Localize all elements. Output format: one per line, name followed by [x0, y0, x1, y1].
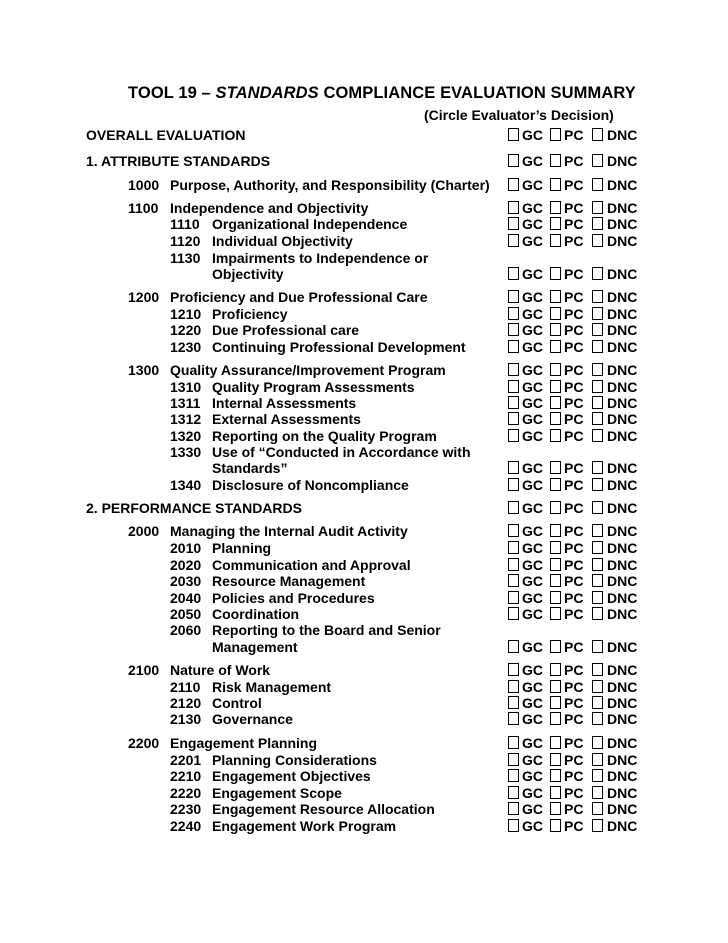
option-label-dnc[interactable]: DNC — [607, 127, 638, 143]
checkbox-pc[interactable] — [550, 558, 561, 571]
checkbox-pc[interactable] — [550, 753, 561, 766]
option-label-pc[interactable]: PC — [564, 785, 584, 801]
checkbox-gc[interactable] — [508, 234, 519, 247]
option-label-dnc[interactable]: DNC — [607, 523, 638, 539]
option-label-dnc[interactable]: DNC — [607, 662, 638, 678]
checkbox-dnc[interactable] — [592, 201, 603, 214]
checkbox-dnc[interactable] — [592, 323, 603, 336]
checkbox-pc[interactable] — [550, 802, 561, 815]
checkbox-gc[interactable] — [508, 680, 519, 693]
standard-number: 2100 — [128, 662, 160, 678]
option-label-gc[interactable]: GC — [522, 379, 543, 395]
option-label-pc[interactable]: PC — [564, 362, 584, 378]
option-label-gc[interactable]: GC — [522, 818, 543, 834]
checkbox-pc[interactable] — [550, 154, 561, 167]
option-label-pc[interactable]: PC — [564, 200, 584, 216]
checkbox-gc[interactable] — [508, 712, 519, 725]
option-label-pc[interactable]: PC — [564, 428, 584, 444]
checkbox-dnc[interactable] — [592, 267, 603, 280]
checkbox-dnc[interactable] — [592, 541, 603, 554]
option-label-gc[interactable]: GC — [522, 711, 543, 727]
option-label-dnc[interactable]: DNC — [607, 540, 638, 556]
standard-number: 2050 — [170, 606, 202, 622]
checkbox-dnc[interactable] — [592, 786, 603, 799]
standard-label: Quality Program Assessments — [212, 379, 415, 395]
standard-label: OVERALL EVALUATION — [86, 127, 246, 143]
standard-label: Engagement Planning — [170, 735, 318, 751]
checkbox-pc[interactable] — [550, 461, 561, 474]
checkbox-dnc[interactable] — [592, 380, 603, 393]
option-label-dnc[interactable]: DNC — [607, 395, 638, 411]
checkbox-dnc[interactable] — [592, 461, 603, 474]
standard-number: 2000 — [128, 523, 160, 539]
option-label-pc[interactable]: PC — [564, 500, 584, 516]
checkbox-dnc[interactable] — [592, 154, 603, 167]
standard-label: Nature of Work — [170, 662, 271, 678]
standard-number: 1110 — [170, 216, 200, 232]
standard-label: Disclosure of Noncompliance — [212, 477, 409, 493]
standard-label: Managing the Internal Audit Activity — [170, 523, 408, 539]
checkbox-pc[interactable] — [550, 323, 561, 336]
checkbox-gc[interactable] — [508, 429, 519, 442]
checkbox-dnc[interactable] — [592, 736, 603, 749]
checkbox-dnc[interactable] — [592, 819, 603, 832]
checkbox-dnc[interactable] — [592, 607, 603, 620]
checkbox-pc[interactable] — [550, 591, 561, 604]
standard-label: Management — [212, 639, 298, 655]
option-label-dnc[interactable]: DNC — [607, 500, 638, 516]
standard-number: 1310 — [170, 379, 202, 395]
checkbox-gc[interactable] — [508, 786, 519, 799]
option-label-pc[interactable]: PC — [564, 639, 584, 655]
checkbox-dnc[interactable] — [592, 574, 603, 587]
option-label-pc[interactable]: PC — [564, 395, 584, 411]
option-label-dnc[interactable]: DNC — [607, 735, 638, 751]
checkbox-dnc[interactable] — [592, 178, 603, 191]
option-label-gc[interactable]: GC — [522, 266, 543, 282]
standard-label: Reporting on the Quality Program — [212, 428, 437, 444]
option-label-pc[interactable]: PC — [564, 695, 584, 711]
standard-number: 2030 — [170, 573, 202, 589]
standard-label: Policies and Procedures — [212, 590, 375, 606]
checkbox-pc[interactable] — [550, 128, 561, 141]
checkbox-pc[interactable] — [550, 574, 561, 587]
checkbox-gc[interactable] — [508, 217, 519, 230]
option-label-gc[interactable]: GC — [522, 785, 543, 801]
standard-label: Proficiency — [212, 306, 288, 322]
option-label-gc[interactable]: GC — [522, 639, 543, 655]
checkbox-pc[interactable] — [550, 607, 561, 620]
checkbox-gc[interactable] — [508, 558, 519, 571]
checkbox-gc[interactable] — [508, 380, 519, 393]
standard-label: Resource Management — [212, 573, 366, 589]
option-label-pc[interactable]: PC — [564, 477, 584, 493]
option-label-gc[interactable]: GC — [522, 500, 543, 516]
checkbox-dnc[interactable] — [592, 524, 603, 537]
option-label-gc[interactable]: GC — [522, 752, 543, 768]
checkbox-dnc[interactable] — [592, 680, 603, 693]
checkbox-pc[interactable] — [550, 307, 561, 320]
checkbox-gc[interactable] — [508, 154, 519, 167]
standard-label: Risk Management — [212, 679, 332, 695]
option-label-gc[interactable]: GC — [522, 306, 543, 322]
checkbox-gc[interactable] — [508, 574, 519, 587]
checkbox-pc[interactable] — [550, 429, 561, 442]
option-label-dnc[interactable]: DNC — [607, 362, 638, 378]
checkbox-dnc[interactable] — [592, 429, 603, 442]
option-label-pc[interactable]: PC — [564, 606, 584, 622]
checkbox-pc[interactable] — [550, 412, 561, 425]
standard-label: Control — [212, 695, 262, 711]
option-label-gc[interactable]: GC — [522, 590, 543, 606]
option-label-gc[interactable]: GC — [522, 557, 543, 573]
checkbox-gc[interactable] — [508, 663, 519, 676]
option-label-dnc[interactable]: DNC — [607, 768, 638, 784]
option-label-gc[interactable]: GC — [522, 679, 543, 695]
option-label-dnc[interactable]: DNC — [607, 322, 638, 338]
checkbox-pc[interactable] — [550, 819, 561, 832]
option-label-pc[interactable]: PC — [564, 662, 584, 678]
standard-number: 1100 — [128, 200, 159, 216]
option-label-gc[interactable]: GC — [522, 153, 543, 169]
checkbox-gc[interactable] — [508, 178, 519, 191]
checkbox-gc[interactable] — [508, 769, 519, 782]
option-label-pc[interactable]: PC — [564, 679, 584, 695]
option-label-dnc[interactable]: DNC — [607, 573, 638, 589]
standard-label: 2. PERFORMANCE STANDARDS — [86, 500, 302, 516]
standard-label: Engagement Scope — [212, 785, 342, 801]
option-label-pc[interactable]: PC — [564, 735, 584, 751]
checkbox-dnc[interactable] — [592, 753, 603, 766]
checkbox-gc[interactable] — [508, 541, 519, 554]
standard-number: 1130 — [170, 250, 201, 266]
option-label-gc[interactable]: GC — [522, 768, 543, 784]
standard-label: Engagement Resource Allocation — [212, 801, 435, 817]
checkbox-gc[interactable] — [508, 607, 519, 620]
option-label-dnc[interactable]: DNC — [607, 818, 638, 834]
checkbox-gc[interactable] — [508, 396, 519, 409]
standard-number: 1340 — [170, 477, 202, 493]
checkbox-pc[interactable] — [550, 478, 561, 491]
option-label-dnc[interactable]: DNC — [607, 711, 638, 727]
option-label-pc[interactable]: PC — [564, 216, 584, 232]
checkbox-pc[interactable] — [550, 786, 561, 799]
standard-label: Purpose, Authority, and Responsibility (Charter) — [170, 177, 490, 193]
option-label-gc[interactable]: GC — [522, 411, 543, 427]
option-label-pc[interactable]: PC — [564, 127, 584, 143]
standard-number: 2040 — [170, 590, 202, 606]
option-label-gc[interactable]: GC — [522, 606, 543, 622]
option-label-gc[interactable]: GC — [522, 573, 543, 589]
standard-number: 2220 — [170, 785, 202, 801]
checkbox-pc[interactable] — [550, 396, 561, 409]
standard-label: Communication and Approval — [212, 557, 411, 573]
standard-number: 1300 — [128, 362, 160, 378]
checkbox-dnc[interactable] — [592, 396, 603, 409]
option-label-dnc[interactable]: DNC — [607, 339, 638, 355]
option-label-pc[interactable]: PC — [564, 379, 584, 395]
checkbox-gc[interactable] — [508, 753, 519, 766]
option-label-dnc[interactable]: DNC — [607, 411, 638, 427]
checkbox-gc[interactable] — [508, 128, 519, 141]
standard-number: 2120 — [170, 695, 202, 711]
option-label-dnc[interactable]: DNC — [607, 153, 638, 169]
checkbox-gc[interactable] — [508, 478, 519, 491]
checkbox-pc[interactable] — [550, 340, 561, 353]
title-italic: STANDARDS — [215, 84, 319, 102]
option-label-dnc[interactable]: DNC — [607, 639, 638, 655]
checkbox-pc[interactable] — [550, 178, 561, 191]
standard-label: Continuing Professional Development — [212, 339, 466, 355]
checkbox-dnc[interactable] — [592, 696, 603, 709]
checkbox-dnc[interactable] — [592, 501, 603, 514]
option-label-dnc[interactable]: DNC — [607, 557, 638, 573]
checkbox-dnc[interactable] — [592, 712, 603, 725]
checkbox-gc[interactable] — [508, 501, 519, 514]
standard-number: 2010 — [170, 540, 202, 556]
option-label-gc[interactable]: GC — [522, 477, 543, 493]
checkbox-gc[interactable] — [508, 802, 519, 815]
option-label-dnc[interactable]: DNC — [607, 785, 638, 801]
standard-label: External Assessments — [212, 411, 361, 427]
checkbox-pc[interactable] — [550, 380, 561, 393]
checkbox-pc[interactable] — [550, 769, 561, 782]
option-label-pc[interactable]: PC — [564, 573, 584, 589]
checkbox-pc[interactable] — [550, 712, 561, 725]
checkbox-gc[interactable] — [508, 461, 519, 474]
option-label-pc[interactable]: PC — [564, 523, 584, 539]
option-label-gc[interactable]: GC — [522, 428, 543, 444]
option-label-gc[interactable]: GC — [522, 177, 543, 193]
standard-number: 2201 — [170, 752, 202, 768]
checkbox-dnc[interactable] — [592, 128, 603, 141]
option-label-pc[interactable]: PC — [564, 177, 584, 193]
option-label-gc[interactable]: GC — [522, 523, 543, 539]
checkbox-pc[interactable] — [550, 541, 561, 554]
option-label-pc[interactable]: PC — [564, 711, 584, 727]
title-suffix: COMPLIANCE EVALUATION SUMMARY — [318, 84, 636, 102]
option-label-pc[interactable]: PC — [564, 322, 584, 338]
option-label-pc[interactable]: PC — [564, 540, 584, 556]
standard-label: Objectivity — [212, 266, 284, 282]
checkbox-pc[interactable] — [550, 524, 561, 537]
option-label-gc[interactable]: GC — [522, 540, 543, 556]
option-label-pc[interactable]: PC — [564, 460, 584, 476]
standard-label: Quality Assurance/Improvement Program — [170, 362, 446, 378]
option-label-dnc[interactable]: DNC — [607, 695, 638, 711]
standard-label: Reporting to the Board and Senior — [212, 622, 441, 638]
option-label-gc[interactable]: GC — [522, 339, 543, 355]
standard-label: Individual Objectivity — [212, 233, 353, 249]
option-label-dnc[interactable]: DNC — [607, 289, 638, 305]
standard-label: Planning Considerations — [212, 752, 377, 768]
option-label-gc[interactable]: GC — [522, 233, 543, 249]
checkbox-pc[interactable] — [550, 234, 561, 247]
option-label-gc[interactable]: GC — [522, 395, 543, 411]
standard-label: Independence and Objectivity — [170, 200, 369, 216]
checkbox-pc[interactable] — [550, 680, 561, 693]
option-label-pc[interactable]: PC — [564, 339, 584, 355]
checkbox-pc[interactable] — [550, 501, 561, 514]
checkbox-dnc[interactable] — [592, 802, 603, 815]
standard-label: Organizational Independence — [212, 216, 408, 232]
checkbox-pc[interactable] — [550, 290, 561, 303]
option-label-gc[interactable]: GC — [522, 695, 543, 711]
option-label-gc[interactable]: GC — [522, 322, 543, 338]
checkbox-gc[interactable] — [508, 307, 519, 320]
option-label-dnc[interactable]: DNC — [607, 606, 638, 622]
standard-number: 2130 — [170, 711, 202, 727]
standard-number: 2110 — [170, 679, 201, 695]
option-label-pc[interactable]: PC — [564, 306, 584, 322]
option-label-gc[interactable]: GC — [522, 200, 543, 216]
option-label-gc[interactable]: GC — [522, 289, 543, 305]
checkbox-dnc[interactable] — [592, 478, 603, 491]
checkbox-pc[interactable] — [550, 201, 561, 214]
option-label-gc[interactable]: GC — [522, 801, 543, 817]
checkbox-dnc[interactable] — [592, 412, 603, 425]
checkbox-gc[interactable] — [508, 640, 519, 653]
checkbox-gc[interactable] — [508, 267, 519, 280]
option-label-dnc[interactable]: DNC — [607, 460, 638, 476]
standard-label: Engagement Work Program — [212, 818, 397, 834]
checkbox-pc[interactable] — [550, 363, 561, 376]
standard-label: 1. ATTRIBUTE STANDARDS — [86, 153, 271, 169]
standard-number: 1320 — [170, 428, 202, 444]
checkbox-gc[interactable] — [508, 412, 519, 425]
standard-number: 2230 — [170, 801, 202, 817]
standard-number: 1210 — [170, 306, 202, 322]
checkbox-dnc[interactable] — [592, 340, 603, 353]
option-label-dnc[interactable]: DNC — [607, 477, 638, 493]
checkbox-dnc[interactable] — [592, 558, 603, 571]
option-label-dnc[interactable]: DNC — [607, 266, 638, 282]
option-label-gc[interactable]: GC — [522, 127, 543, 143]
standard-label: Engagement Objectives — [212, 768, 371, 784]
option-label-dnc[interactable]: DNC — [607, 379, 638, 395]
option-label-dnc[interactable]: DNC — [607, 801, 638, 817]
standard-number: 2020 — [170, 557, 202, 573]
standard-number: 1311 — [170, 395, 201, 411]
option-label-dnc[interactable]: DNC — [607, 306, 638, 322]
checkbox-pc[interactable] — [550, 217, 561, 230]
standard-number: 1200 — [128, 289, 160, 305]
checkbox-dnc[interactable] — [592, 363, 603, 376]
option-label-dnc[interactable]: DNC — [607, 233, 638, 249]
checkbox-gc[interactable] — [508, 201, 519, 214]
option-label-dnc[interactable]: DNC — [607, 752, 638, 768]
checkbox-pc[interactable] — [550, 267, 561, 280]
checkbox-dnc[interactable] — [592, 307, 603, 320]
checkbox-gc[interactable] — [508, 340, 519, 353]
checkbox-gc[interactable] — [508, 524, 519, 537]
standard-label: Governance — [212, 711, 293, 727]
option-label-pc[interactable]: PC — [564, 266, 584, 282]
option-label-pc[interactable]: PC — [564, 153, 584, 169]
checkbox-gc[interactable] — [508, 363, 519, 376]
option-label-dnc[interactable]: DNC — [607, 428, 638, 444]
option-label-pc[interactable]: PC — [564, 233, 584, 249]
option-label-gc[interactable]: GC — [522, 735, 543, 751]
checkbox-pc[interactable] — [550, 663, 561, 676]
checkbox-dnc[interactable] — [592, 234, 603, 247]
option-label-pc[interactable]: PC — [564, 289, 584, 305]
standard-label: Use of “Conducted in Accordance with — [212, 444, 471, 460]
checkbox-gc[interactable] — [508, 736, 519, 749]
standard-label: Planning — [212, 540, 272, 556]
option-label-dnc[interactable]: DNC — [607, 200, 638, 216]
standard-number: 1120 — [170, 233, 201, 249]
checkbox-dnc[interactable] — [592, 290, 603, 303]
document-subtitle: (Circle Evaluator’s Decision) — [424, 107, 614, 123]
standard-label: Proficiency and Due Professional Care — [170, 289, 428, 305]
checkbox-dnc[interactable] — [592, 663, 603, 676]
standard-number: 2200 — [128, 735, 160, 751]
option-label-gc[interactable]: GC — [522, 460, 543, 476]
standard-number: 1220 — [170, 322, 202, 338]
standard-number: 1312 — [170, 411, 202, 427]
standard-label: Internal Assessments — [212, 395, 357, 411]
option-label-pc[interactable]: PC — [564, 752, 584, 768]
standard-number: 1230 — [170, 339, 202, 355]
standard-number: 1000 — [128, 177, 160, 193]
standard-number: 2210 — [170, 768, 202, 784]
standard-label: Due Professional care — [212, 322, 360, 338]
title-prefix: TOOL 19 – — [128, 84, 216, 102]
checkbox-gc[interactable] — [508, 591, 519, 604]
option-label-gc[interactable]: GC — [522, 362, 543, 378]
checkbox-pc[interactable] — [550, 736, 561, 749]
option-label-pc[interactable]: PC — [564, 557, 584, 573]
checkbox-pc[interactable] — [550, 640, 561, 653]
option-label-pc[interactable]: PC — [564, 801, 584, 817]
standard-label: Impairments to Independence or — [212, 250, 429, 266]
option-label-pc[interactable]: PC — [564, 590, 584, 606]
option-label-pc[interactable]: PC — [564, 411, 584, 427]
standard-number: 2240 — [170, 818, 202, 834]
option-label-pc[interactable]: PC — [564, 768, 584, 784]
checkbox-dnc[interactable] — [592, 769, 603, 782]
option-label-dnc[interactable]: DNC — [607, 177, 638, 193]
standard-label: Standards” — [212, 460, 288, 476]
checkbox-dnc[interactable] — [592, 217, 603, 230]
checkbox-gc[interactable] — [508, 323, 519, 336]
option-label-dnc[interactable]: DNC — [607, 590, 638, 606]
checkbox-dnc[interactable] — [592, 640, 603, 653]
standard-number: 2060 — [170, 622, 202, 638]
option-label-pc[interactable]: PC — [564, 818, 584, 834]
checkbox-dnc[interactable] — [592, 591, 603, 604]
checkbox-gc[interactable] — [508, 819, 519, 832]
checkbox-pc[interactable] — [550, 696, 561, 709]
standard-number: 1330 — [170, 444, 202, 460]
checkbox-gc[interactable] — [508, 696, 519, 709]
option-label-gc[interactable]: GC — [522, 216, 543, 232]
standard-label: Coordination — [212, 606, 300, 622]
option-label-dnc[interactable]: DNC — [607, 679, 638, 695]
option-label-dnc[interactable]: DNC — [607, 216, 638, 232]
checkbox-gc[interactable] — [508, 290, 519, 303]
option-label-gc[interactable]: GC — [522, 662, 543, 678]
